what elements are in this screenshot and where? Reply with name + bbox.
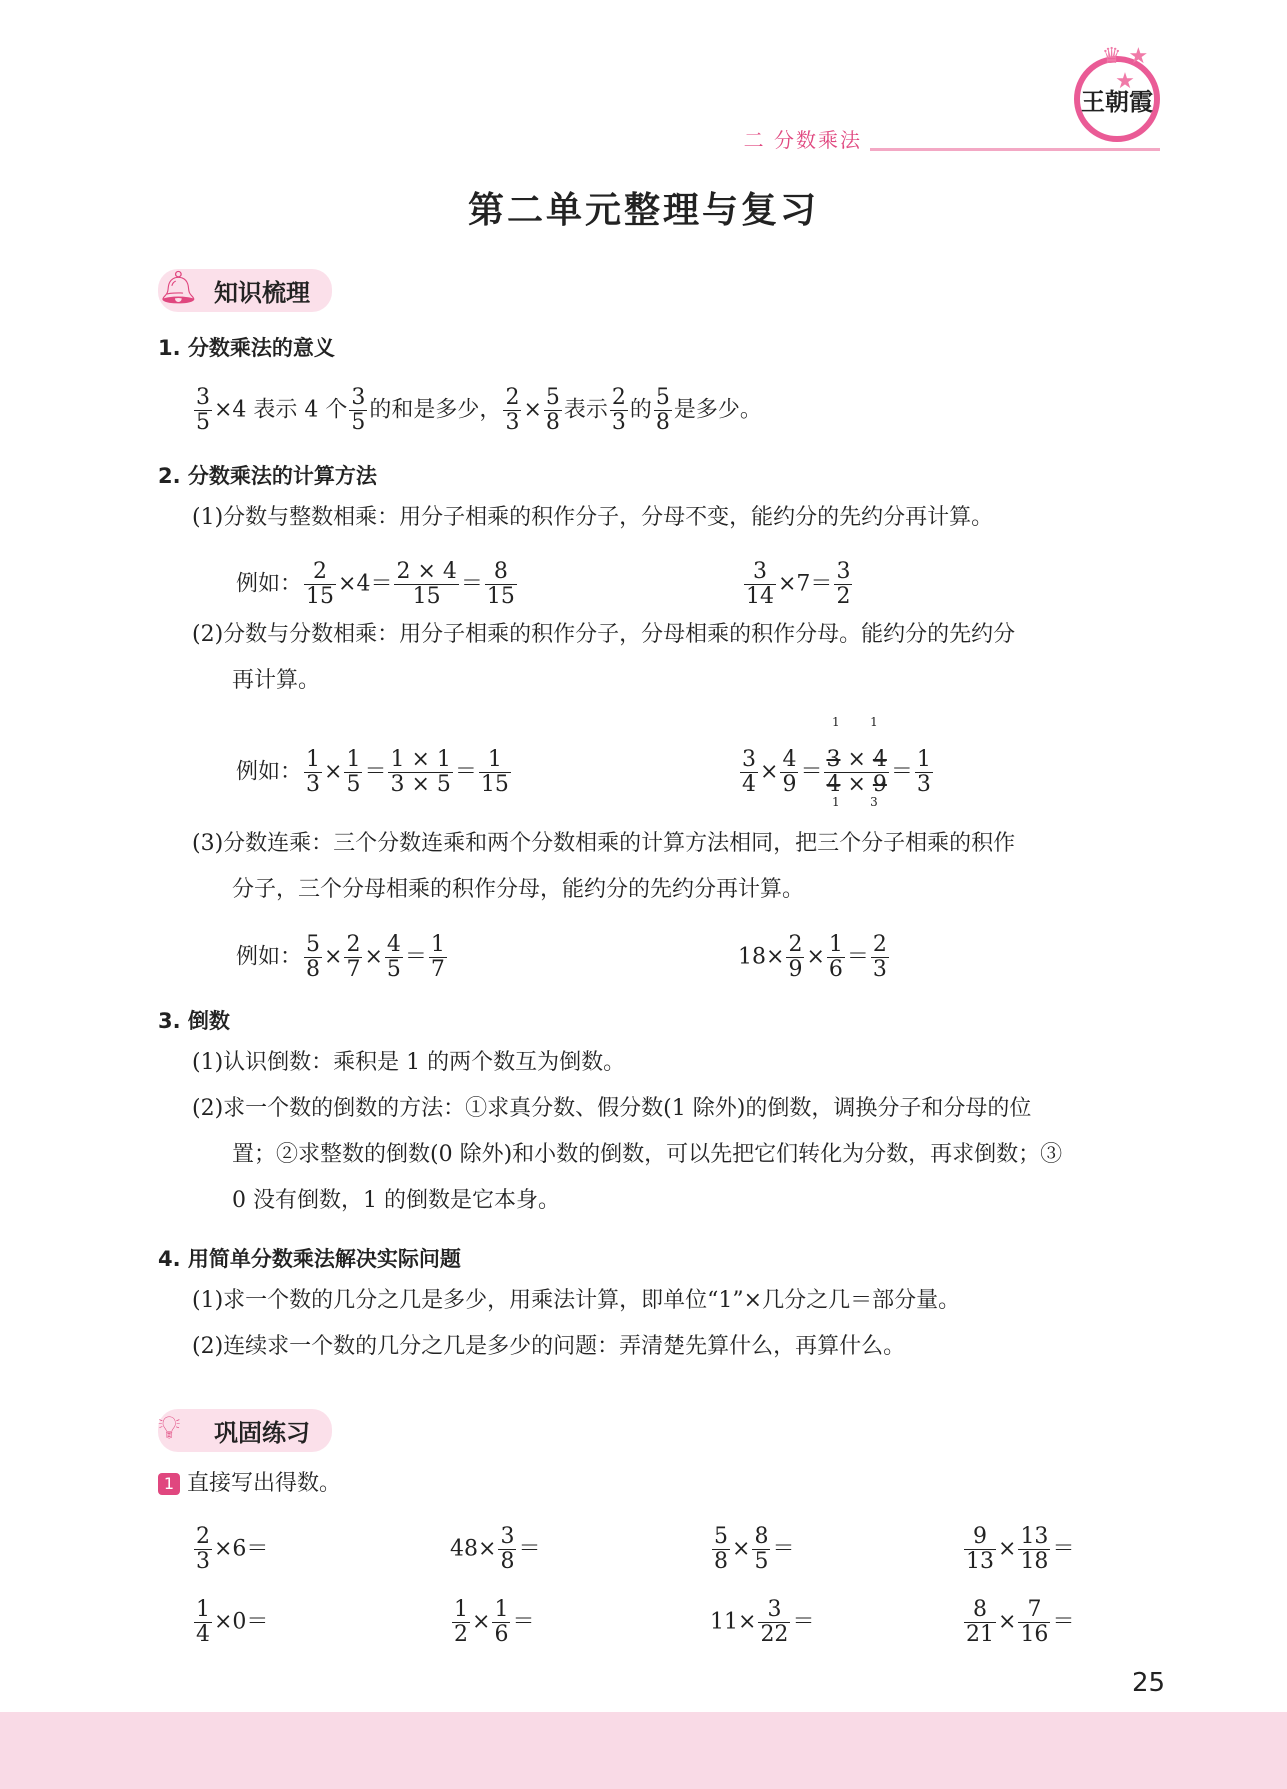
section-title: 知识梳理 bbox=[158, 269, 332, 312]
heading-reciprocal: 3. 倒数 bbox=[158, 1009, 230, 1033]
fraction: $\frac{3}{5}$ bbox=[351, 385, 366, 435]
fraction: $\frac{2}{15}$ bbox=[306, 559, 335, 609]
example-3b: 18× $\frac{2}{9}$ × $\frac{1}{6}$ ＝ $\frac{2}{3}$ bbox=[738, 932, 887, 982]
section-practice bbox=[158, 1410, 332, 1450]
example-3a: 例如： $\frac{5}{8}$ × $\frac{2}{7}$ × $\frac{4}{5}$ ＝ $\frac{1}{7}$ bbox=[236, 932, 445, 982]
fraction: $\frac{1}{6}$ bbox=[494, 1597, 509, 1647]
section-knowledge bbox=[158, 270, 332, 310]
reciprocal-2a: (2)求一个数的倒数的方法：①求真分数、假分数(1 除外)的倒数，调换分子和分母的位 bbox=[192, 1096, 1032, 1121]
exercise-item: $\frac{5}{8}$ × $\frac{8}{5}$ ＝ bbox=[714, 1524, 795, 1574]
fraction: $\frac{2 \times 4}{15}$ bbox=[396, 559, 457, 609]
fraction: $\frac{2}{7}$ bbox=[346, 932, 361, 982]
method-3b: 分子，三个分母相乘的积作分母，能约分的先约分再计算。 bbox=[232, 877, 805, 902]
fraction: $\frac{2}{3}$ bbox=[505, 385, 520, 435]
heading-meaning: 1. 分数乘法的意义 bbox=[158, 336, 335, 360]
fraction: $\frac{2}{9}$ bbox=[788, 932, 803, 982]
exercise-item: 48× $\frac{3}{8}$ ＝ bbox=[450, 1524, 541, 1574]
fraction: $\frac{3}{8}$ bbox=[500, 1524, 515, 1574]
fraction: $\frac{9}{13}$ bbox=[966, 1524, 994, 1574]
fraction: $\frac{1}{3}$ bbox=[916, 747, 931, 797]
example-1a: 例如： $\frac{2}{15}$ ×4＝ $\frac{2 \times 4}{15}$ ＝ $\frac{8}{15}$ bbox=[236, 559, 515, 609]
fraction: $\frac{3}{14}$ bbox=[746, 559, 774, 609]
method-2b: 再计算。 bbox=[232, 668, 321, 693]
example-label: 例如： bbox=[236, 571, 303, 597]
exercise-item: $\frac{8}{21}$ × $\frac{7}{16}$ ＝ bbox=[966, 1597, 1075, 1647]
fraction: $\frac{1}{5}$ bbox=[346, 747, 361, 797]
fraction: $\frac{8}{21}$ bbox=[966, 1597, 994, 1647]
fraction: $\frac{5}{8}$ bbox=[655, 385, 670, 435]
fraction: $\frac{13}{18}$ bbox=[1020, 1524, 1049, 1574]
page-number: 25 bbox=[1132, 1668, 1166, 1698]
text: × bbox=[523, 397, 542, 423]
meaning-line bbox=[192, 386, 762, 435]
reciprocal-1: (1)认识倒数：乘积是 1 的两个数互为倒数。 bbox=[192, 1050, 626, 1075]
cancel-note: 1 1 bbox=[832, 715, 878, 729]
exercise-instruction: 直接写出得数。 bbox=[187, 1471, 342, 1496]
reciprocal-2b: 置；②求整数的倒数(0 除外)和小数的倒数，可以先把它们转化为分数，再求倒数；③ bbox=[232, 1142, 1063, 1167]
method-3a: (3)分数连乘：三个分数连乘和两个分数相乘的计算方法相同，把三个分子相乘的积作 bbox=[192, 831, 1016, 856]
logo-text: 王朝霞 bbox=[1081, 87, 1153, 116]
exercise-item: $\frac{9}{13}$ × $\frac{13}{18}$ ＝ bbox=[966, 1524, 1075, 1574]
fraction: $\frac{1}{4}$ bbox=[196, 1597, 210, 1647]
fraction: $\frac{4}{9}$ bbox=[782, 747, 797, 797]
exercise-1-header bbox=[158, 1469, 341, 1499]
fraction: $\frac{7}{16}$ bbox=[1020, 1597, 1049, 1647]
fraction: $\frac{3}{22}$ bbox=[760, 1597, 789, 1647]
fraction: $\frac{1}{3}$ bbox=[306, 747, 321, 797]
example-2a: 例如： $\frac{1}{3}$ × $\frac{1}{5}$ ＝ $\frac{1 \times 1}{3 \times 5}$ ＝ $\frac{1}{15}$ bbox=[236, 747, 509, 797]
fraction: $\frac{1}{15}$ bbox=[480, 747, 509, 797]
exercise-number: 1 bbox=[158, 1473, 180, 1495]
logo bbox=[1074, 44, 1160, 142]
text: 的和是多少， bbox=[369, 397, 502, 423]
application-2: (2)连续求一个数的几分之几是多少的问题：弄清楚先算什么，再算什么。 bbox=[192, 1334, 906, 1359]
fraction: $\frac{5}{8}$ bbox=[714, 1524, 728, 1574]
exercise-item: $\frac{2}{3}$ ×6＝ bbox=[196, 1524, 269, 1574]
exercise-item: $\frac{1}{2}$ × $\frac{1}{6}$ ＝ bbox=[454, 1597, 535, 1647]
page-title: 第二单元整理与复习 bbox=[467, 190, 819, 231]
header-divider bbox=[870, 148, 1160, 151]
example-1b: $\frac{3}{14}$ ×7＝ $\frac{3}{2}$ bbox=[746, 559, 851, 609]
cancel-note: 1 3 bbox=[832, 795, 878, 809]
footer-band bbox=[0, 1712, 1287, 1789]
fraction: $\frac{3 \times 4}{4 \times 9}$ bbox=[826, 747, 887, 797]
application-1: (1)求一个数的几分之几是多少，用乘法计算，即单位“1”×几分之几＝部分量。 bbox=[192, 1288, 961, 1313]
fraction: $\frac{1 \times 1}{3 \times 5}$ bbox=[390, 747, 451, 797]
section-title: 巩固练习 bbox=[158, 1409, 332, 1452]
method-1: (1)分数与整数相乘：用分子相乘的积作分子，分母不变，能约分的先约分再计算。 bbox=[192, 505, 994, 530]
fraction: $\frac{1}{7}$ bbox=[430, 932, 445, 982]
fraction: $\frac{1}{6}$ bbox=[828, 932, 843, 982]
text: 表示 bbox=[563, 397, 608, 423]
fraction: $\frac{4}{5}$ bbox=[386, 932, 401, 982]
fraction: $\frac{2}{3}$ bbox=[872, 932, 887, 982]
text: 的 bbox=[629, 397, 652, 423]
method-2a: (2)分数与分数相乘：用分子相乘的积作分子，分母相乘的积作分母。能约分的先约分 bbox=[192, 622, 1016, 647]
exercise-item: $\frac{1}{4}$ ×0＝ bbox=[196, 1597, 269, 1647]
text: ×4 表示 4 个 bbox=[214, 397, 348, 423]
example-2b: $\frac{3}{4}$ × $\frac{4}{9}$ ＝ $\frac{3 \times 4}{4 \times 9}$ ＝ $\frac{1}{3}$ bbox=[742, 747, 931, 797]
fraction: $\frac{8}{5}$ bbox=[754, 1524, 769, 1574]
heading-application: 4. 用简单分数乘法解决实际问题 bbox=[158, 1247, 461, 1271]
fraction: $\frac{1}{2}$ bbox=[454, 1597, 468, 1647]
fraction: $\frac{2}{3}$ bbox=[611, 385, 626, 435]
crown-icon: ♛ ★ ★ bbox=[1101, 44, 1149, 94]
heading-method: 2. 分数乘法的计算方法 bbox=[158, 464, 377, 488]
example-label: 例如： bbox=[236, 944, 303, 970]
fraction: $\frac{8}{15}$ bbox=[486, 559, 515, 609]
fraction: $\frac{5}{8}$ bbox=[545, 385, 560, 435]
fraction: $\frac{2}{3}$ bbox=[196, 1524, 210, 1574]
exercise-item: 11× $\frac{3}{22}$ ＝ bbox=[710, 1597, 815, 1647]
fraction: $\frac{3}{5}$ bbox=[196, 385, 210, 435]
chapter-label: 二 分数乘法 bbox=[743, 128, 862, 152]
example-label: 例如： bbox=[236, 759, 303, 785]
bell-icon: 🔔︎ bbox=[158, 268, 199, 306]
reciprocal-2c: 0 没有倒数，1 的倒数是它本身。 bbox=[232, 1188, 560, 1213]
fraction: $\frac{3}{4}$ bbox=[742, 747, 756, 797]
text: 是多少。 bbox=[673, 397, 762, 423]
fraction: $\frac{3}{2}$ bbox=[836, 559, 851, 609]
fraction: $\frac{5}{8}$ bbox=[306, 932, 321, 982]
lightbulb-icon: 💡︎ bbox=[158, 1408, 181, 1446]
